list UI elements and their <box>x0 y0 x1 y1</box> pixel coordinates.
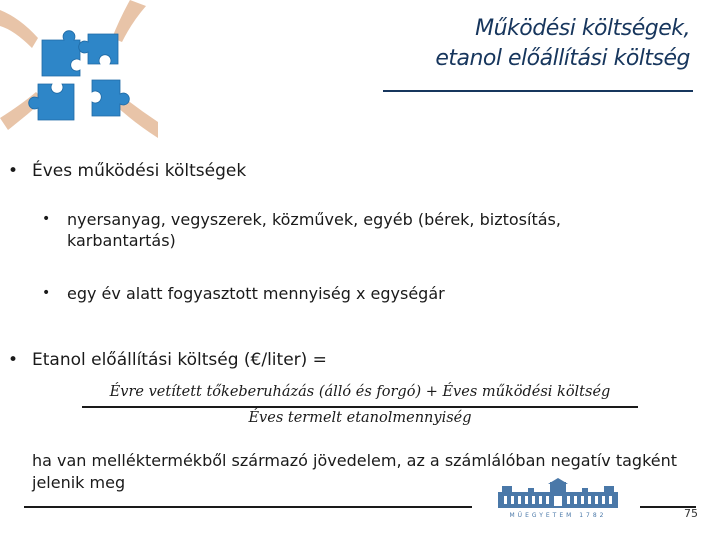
sub-bullet-text: egy év alatt fogyasztott mennyiség x egységár <box>67 284 445 303</box>
university-logo <box>478 478 638 520</box>
formula-numerator: Évre vetített tőkeberuházás (álló és forgó) + Éves működési költség <box>109 384 611 400</box>
byproduct-note: ha van melléktermékből származó jövedelem, az a számlálóban negatív tagként jelenik meg <box>32 451 678 492</box>
sub-bullet-marker: • <box>42 285 51 301</box>
puzzle-hands-image <box>0 0 160 145</box>
bullet-text: Éves működési költségek <box>32 161 247 181</box>
fraction-bar <box>82 406 638 408</box>
bullet-marker: • <box>8 161 19 181</box>
bullet-marker: • <box>8 350 19 370</box>
sub-bullet-marker: • <box>42 211 51 227</box>
formula-denominator: Éves termelt etanolmennyiség <box>248 410 472 426</box>
slide-title-line1: Működési költségek, <box>475 16 690 41</box>
slide-title-line2: etanol előállítási költség <box>435 46 690 71</box>
page-number: 75 <box>684 507 698 520</box>
bullet-text: Etanol előállítási költség (€/liter) = <box>32 350 327 370</box>
cost-formula <box>80 380 640 430</box>
title-underline <box>383 90 693 92</box>
logo-caption: MŰEGYETEM 1782 <box>509 512 607 519</box>
slide-title <box>260 14 690 74</box>
sub-bullet-text: nyersanyag, vegyszerek, közművek, egyéb (bérek, biztosítás, karbantartás) <box>67 210 561 250</box>
footer-divider <box>24 506 472 508</box>
